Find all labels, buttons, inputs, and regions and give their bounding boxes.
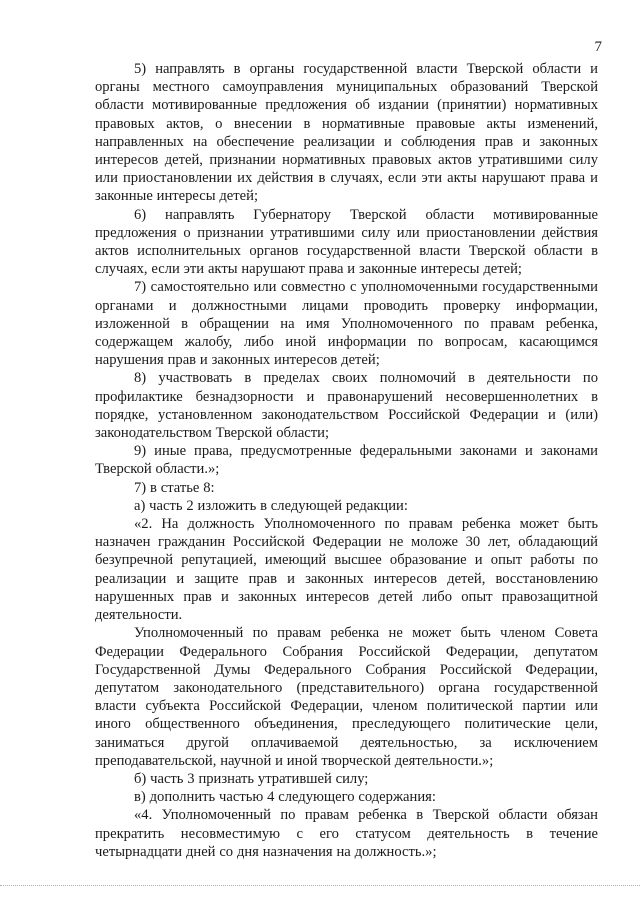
paragraph-item-6: 6) направлять Губернатору Тверской области мотивированные предложения о признании утратившими силу или приостановлении действия актов исполнительных органов государственной власти Тверской области в случаях, если эти акты нарушают права и законные интересы детей;: [95, 206, 598, 278]
paragraph-article-8-heading: 7) в статье 8:: [134, 479, 215, 496]
paragraph-item-8: 8) участвовать в пределах своих полномочий в деятельности по профилактике безнадзорности и правонарушений несовершеннолетних в порядке, установленном законодательством Российской Федерации и (или) законодательством Тверской области;: [95, 370, 598, 442]
bottom-divider: [0, 885, 640, 886]
paragraph-item-9: 9) иные права, предусмотренные федеральными законами и законами Тверской области.»;: [95, 443, 598, 478]
page-number: 7: [594, 39, 602, 55]
document-body: [95, 60, 598, 861]
paragraph-subitem-v: в) дополнить частью 4 следующего содержания:: [134, 789, 436, 806]
paragraph-subitem-b: б) часть 3 признать утратившей силу;: [134, 770, 369, 787]
paragraph-item-5: 5) направлять в органы государственной власти Тверской области и органы местного самоуправления муниципальных образований Тверской области мотивированные предложения об издании (принятии) нормативных правовых актов, о внесении в нормативные правовые акты изменений, направленных на обеспечение реализации и соблюдения прав и законных интересов детей, признании нормативных правовых актов утратившими силу или приостановлении их действия в случаях, если эти акты нарушают права и законные интересы детей;: [95, 61, 598, 205]
paragraph-item-7: 7) самостоятельно или совместно с уполномоченными государственными органами и должностными лицами проводить проверку информации, изложенной в обращении на имя Уполномоченного по правам ребенка, содержащем жалобу, либо иной информации по вопросам, касающимся нарушения прав и законных интересов детей;: [95, 279, 598, 369]
paragraph-part-2-continued: Уполномоченный по правам ребенка не может быть членом Совета Федерации Федерального Собрания Российской Федерации, депутатом Государственной Думы Федерального Собрания Российской Федерации, депутатом законодательного (представительного) органа государственной власти субъекта Российской Федерации, членом политической партии или иного общественного объединения, преследующего политические цели, заниматься другой оплачиваемой деятельностью, за исключением преподавательской, научной и иной творческой деятельности.»;: [95, 625, 598, 769]
paragraph-part-2: «2. На должность Уполномоченного по правам ребенка может быть назначен гражданин Российской Федерации не моложе 30 лет, обладающий безупречной репутацией, имеющий высшее образование и опыт работы по реализации и защите прав и законных интересов детей, восстановлению нарушенных прав и законных интересов детей либо опыт правозащитной деятельности.: [95, 516, 598, 624]
paragraph-part-4: «4. Уполномоченный по правам ребенка в Тверской области обязан прекратить несовместимую с его статусом деятельность в течение четырнадцати дней со дня назначения на должность.»;: [95, 807, 598, 860]
paragraph-subitem-a: а) часть 2 изложить в следующей редакции:: [134, 497, 408, 514]
